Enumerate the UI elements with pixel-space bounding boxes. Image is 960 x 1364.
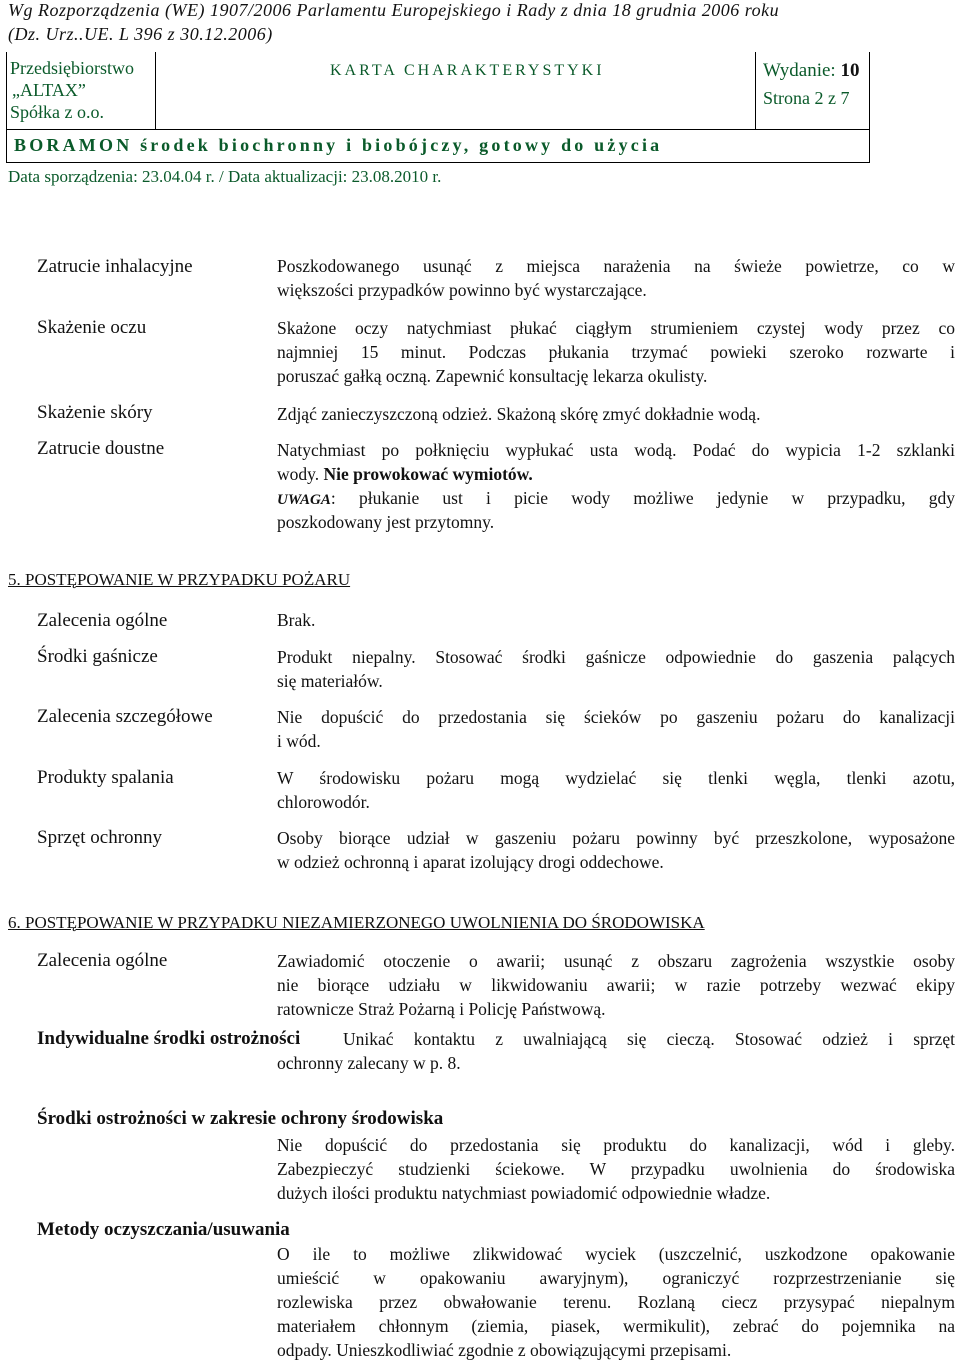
edition-number: 10 [840,60,860,81]
s6-env-text-3: dużych ilości produktu natychmiast powiadomić odpowiednie władze. [277,1183,771,1203]
header-divider-right [755,52,756,129]
header-divider-left [155,52,156,129]
s5-media-text-2: się materiałów. [277,671,383,691]
doc-title: KARTA CHARAKTERYSTYKI [330,62,605,79]
header-divider-horizontal [7,129,869,130]
s5-equipment-label: Sprzęt ochronny [37,827,163,848]
s5-equipment-text-1: Osoby biorące udział w gaszeniu pożaru powinny być przeszkolone, wyposażone [277,828,955,848]
eyes-text-2: najmniej 15 minut. Podczas płukania trzymać powieki szeroko rozwarte i [277,342,955,362]
s5-media-label: Środki gaśnicze [37,646,158,667]
edition-label: Wydanie: [763,60,841,81]
oral-label: Zatrucie doustne [37,438,165,459]
product-name: BORAMON środek biochronny i biobójczy, gotowy do użycia [14,135,663,155]
s5-combustion-text-2: chlorowodór. [277,792,370,812]
section-6-title: 6. POSTĘPOWANIE W PRZYPADKU NIEZAMIERZONEGO UWOLNIENIA DO ŚRODOWISKA [8,913,705,932]
skin-text-1: Zdjąć zanieczyszczoną odzież. Skażoną skórę zmyć dokładnie wodą. [277,404,761,424]
s6-cleanup-text-3: rozlewiska przez obwałowanie terenu. Rozlaną ciecz przysypać niepalnym [277,1292,955,1312]
eyes-text-3: poruszać gałką oczną. Zapewnić konsultację lekarza okulisty. [277,366,708,386]
company-line-1: Przedsiębiorstwo [10,58,134,78]
inhalation-label: Zatrucie inhalacyjne [37,256,193,277]
page-number: Strona 2 z 7 [763,88,850,108]
s5-media-text-1: Produkt niepalny. Stosować środki gaśnicze odpowiednie do gaszenia palących [277,647,955,667]
s6-personal-text-1: Unikać kontaktu z uwalniającą się cieczą. Stosować odzież i sprzęt [343,1029,955,1049]
skin-label: Skażenie skóry [37,402,153,423]
eyes-label: Skażenie oczu [37,317,147,338]
s6-env-text-1: Nie dopuścić do przedostania się produktu do kanalizacji, wód i gleby. [277,1135,955,1155]
company-line-2: „ALTAX” [12,80,86,100]
company-line-3: Spółka z o.o. [10,102,104,122]
dates-line: Data sporządzenia: 23.04.04 r. / Data aktualizacji: 23.08.2010 r. [8,167,442,186]
warning-text-2: poszkodowany jest przytomny. [277,512,495,532]
s6-cleanup-text-2: umieścić w opakowaniu awaryjnym), ograniczyć rozprzestrzenianie się [277,1268,955,1288]
s6-general-text-2: nie biorące udziału w likwidowaniu awarii; w razie potrzeby wezwać ekipy [277,975,955,995]
s6-general-text-1: Zawiadomić otoczenie o awarii; usunąć z obszaru zagrożenia wszystkie osoby [277,951,955,971]
regulation-line-1: Wg Rozporządzenia (WE) 1907/2006 Parlamentu Europejskiego i Rady z dnia 18 grudnia 2006 roku [8,0,780,20]
s6-cleanup-text-4: materiałem chłonnym (ziemia, piasek, wermikulit), zebrać do pojemnika na [277,1316,955,1336]
s5-combustion-text-1: W środowisku pożaru mogą wydzielać się tlenki węgla, tlenki azotu, [277,768,955,788]
s6-env-label: Środki ostrożności w zakresie ochrony środowiska [37,1108,444,1129]
warning-label: UWAGA [277,492,331,508]
s6-general-label: Zalecenia ogólne [37,950,168,971]
section-5-title: 5. POSTĘPOWANIE W PRZYPADKU POŻARU [8,570,351,589]
s6-personal-label: Indywidualne środki ostrożności [37,1028,301,1049]
oral-text-2b: Nie prowokować wymiotów. [323,464,533,484]
s6-cleanup-text-1: O ile to możliwe zlikwidować wyciek (uszczelnić, uszkodzone opakowanie [277,1244,955,1264]
regulation-line-2: (Dz. Urz..UE. L 396 z 30.12.2006) [8,24,273,44]
s5-detail-label: Zalecenia szczegółowe [37,706,213,727]
oral-text-2 [277,464,533,485]
s6-general-text-3: ratownicze Straż Pożarną i Policję Państwową. [277,999,606,1019]
edition [763,60,859,82]
s5-equipment-text-2: w odzież ochronną i aparat izolujący drogi oddechowe. [277,852,664,872]
company-block [10,57,134,123]
s6-cleanup-text-5: odpady. Unieszkodliwiać zgodnie z obowiązującymi przepisami. [277,1340,732,1360]
oral-text-2a: wody. [277,464,324,484]
s5-detail-text-2: i wód. [277,731,321,751]
s6-env-text-2: Zabezpieczyć studzienki ściekowe. W przypadku uwolnienia do środowiska [277,1159,955,1179]
s5-general-text: Brak. [277,610,316,630]
s5-combustion-label: Produkty spalania [37,767,174,788]
eyes-text-1: Skażone oczy natychmiast płukać ciągłym strumieniem czystej wody przez co [277,318,955,338]
oral-text-1: Natychmiast po połknięciu wypłukać usta wodą. Podać do wypicia 1-2 szklanki [277,440,955,460]
s6-cleanup-label: Metody oczyszczania/usuwania [37,1219,290,1240]
inhalation-text-2: większości przypadków powinno być wystarczające. [277,280,647,300]
warning-text-1 [277,488,955,509]
warning-text-1a: : płukanie ust i picie wody możliwe jedynie w przypadku, gdy [330,488,955,508]
inhalation-text-1: Poszkodowanego usunąć z miejsca narażenia na świeże powietrze, co w [277,256,955,276]
s5-general-label: Zalecenia ogólne [37,610,168,631]
s5-detail-text-1: Nie dopuścić do przedostania się ścieków po gaszeniu pożaru do kanalizacji [277,707,955,727]
s6-personal-text-2: ochronny zalecany w p. 8. [277,1053,461,1073]
